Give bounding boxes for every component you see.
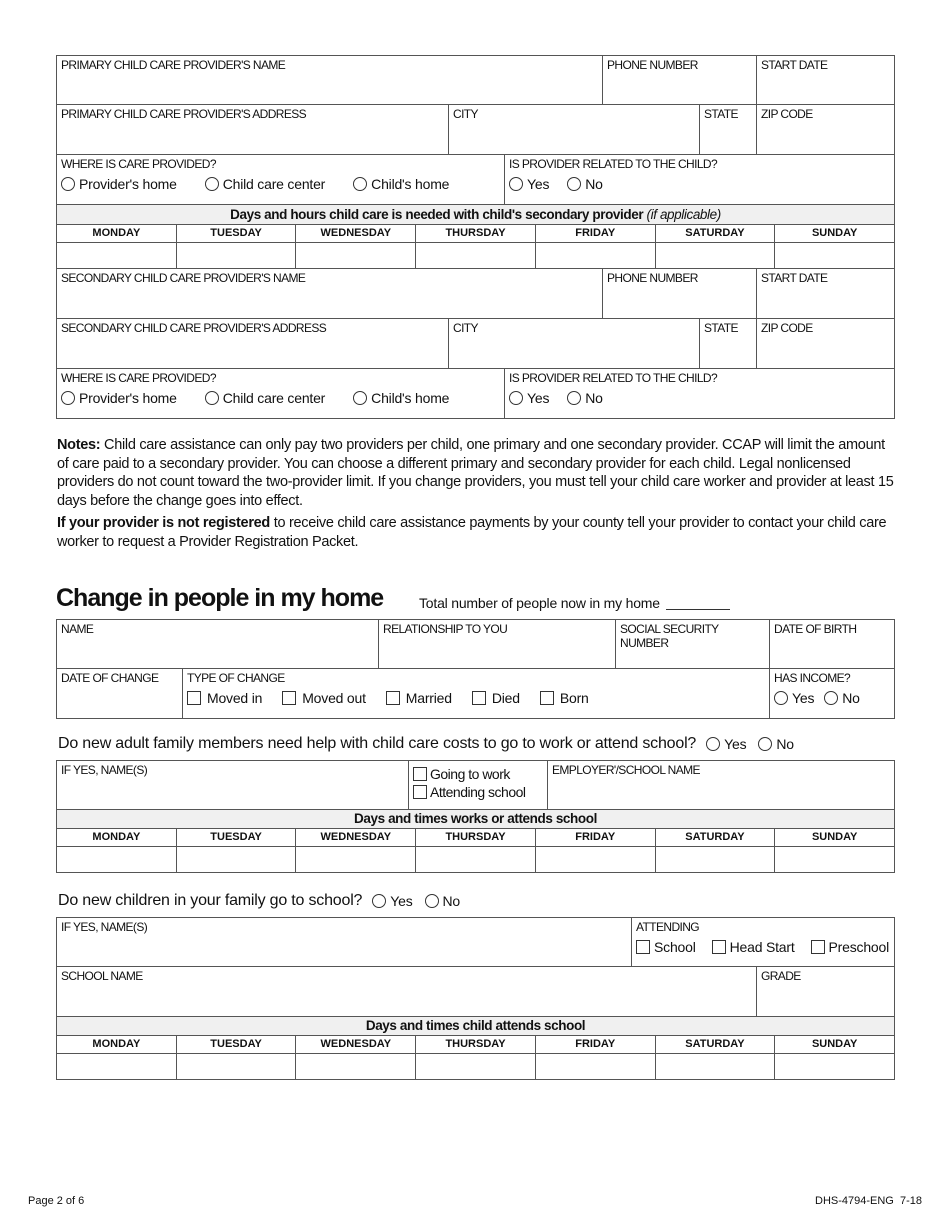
dob-label: DATE OF BIRTH — [774, 622, 857, 636]
option-label: Moved out — [302, 690, 366, 706]
secondary-related-yes[interactable] — [509, 390, 549, 406]
radio-icon[interactable] — [61, 177, 75, 191]
attending-school[interactable] — [413, 784, 543, 800]
day-wednesday: WEDNESDAY — [295, 225, 415, 242]
option-label: Yes — [527, 390, 550, 406]
secondary-state-field[interactable] — [699, 319, 756, 368]
option-label: No — [842, 690, 860, 706]
secondary-city-field[interactable] — [448, 319, 699, 368]
child-names-label: IF YES, NAME(S) — [61, 920, 148, 934]
radio-icon[interactable] — [353, 391, 367, 405]
children-table — [56, 917, 895, 1080]
form-id: DHS-4794-ENG 7-18 — [815, 1195, 922, 1207]
option-label: Child's home — [371, 390, 450, 406]
option-label: Yes — [724, 736, 747, 752]
attending-school-option[interactable] — [636, 939, 696, 955]
checkbox-icon[interactable] — [386, 691, 400, 705]
checkbox-icon[interactable] — [413, 785, 427, 799]
day-saturday: SATURDAY — [655, 829, 775, 846]
checkbox-icon[interactable] — [282, 691, 296, 705]
day-input[interactable] — [655, 243, 775, 268]
secondary-related-cell — [504, 369, 894, 418]
option-label: School — [654, 939, 696, 955]
change-row — [56, 669, 895, 719]
adult-names-label: IF YES, NAME(S) — [61, 763, 148, 777]
day-sunday: SUNDAY — [774, 225, 894, 242]
date-of-change-field[interactable] — [57, 669, 182, 718]
day-wednesday: WEDNESDAY — [295, 1036, 415, 1053]
secondary-address-row — [56, 319, 895, 369]
radio-icon[interactable] — [353, 177, 367, 191]
change-married[interactable] — [386, 690, 452, 706]
notes-text: Child care assistance can only pay two providers per child, one primary and one secondary provider. CCAP will limit the amount of care paid to a secondary provider. You can choose a different primary and secondary provider for each child. Legal nonlicensed providers do not count toward the two-provider limit. If you change providers, you must tell your child care worker and provider at least 15 days before the change goes into effect. — [57, 437, 894, 509]
primary-state-field[interactable] — [699, 105, 756, 154]
notes-block — [57, 436, 897, 555]
day-friday: FRIDAY — [535, 1036, 655, 1053]
adult-question-text: Do new adult family members need help with child care costs to go to work or attend school? — [58, 735, 697, 752]
day-input[interactable] — [655, 1054, 775, 1079]
option-label: Died — [491, 690, 520, 706]
secondary-phone-field[interactable] — [602, 269, 756, 318]
adult-no[interactable] — [758, 736, 794, 752]
total-people — [419, 595, 730, 611]
primary-address-row — [56, 105, 895, 155]
secondary-start-date-field[interactable] — [756, 269, 894, 318]
primary-name-field[interactable] — [57, 56, 602, 104]
day-input[interactable] — [57, 847, 176, 872]
band-note: (if applicable) — [646, 207, 721, 222]
option-label: Yes — [390, 893, 413, 909]
option-label: Child care center — [222, 176, 326, 192]
primary-where-child-care-center[interactable] — [205, 176, 325, 192]
ssn-label: SOCIAL SECURITY NUMBER — [620, 622, 719, 650]
person-row — [56, 619, 895, 669]
type-of-change-label: TYPE OF CHANGE — [187, 671, 285, 685]
secondary-address-field[interactable] — [57, 319, 448, 368]
secondary-name-row — [56, 269, 895, 319]
secondary-phone-label: PHONE NUMBER — [607, 271, 698, 285]
change-moved-out[interactable] — [282, 690, 366, 706]
secondary-zip-field[interactable] — [756, 319, 894, 368]
option-label: No — [585, 390, 603, 406]
secondary-where-child-care-center[interactable] — [205, 390, 325, 406]
going-to-work[interactable] — [413, 766, 543, 782]
secondary-name-label: SECONDARY CHILD CARE PROVIDER'S NAME — [61, 271, 306, 285]
day-input[interactable] — [295, 1054, 415, 1079]
option-label: No — [776, 736, 794, 752]
primary-zip-label: ZIP CODE — [761, 107, 813, 121]
adult-yes[interactable] — [706, 736, 746, 752]
radio-icon[interactable] — [824, 691, 838, 705]
adult-days-band — [56, 810, 895, 829]
change-born[interactable] — [540, 690, 589, 706]
has-income-label: HAS INCOME? — [774, 671, 851, 685]
checkbox-icon[interactable] — [472, 691, 486, 705]
grade-field[interactable] — [756, 967, 894, 1016]
primary-address-label: PRIMARY CHILD CARE PROVIDER'S ADDRESS — [61, 107, 307, 121]
checkbox-icon[interactable] — [712, 940, 726, 954]
section-heading: Change in people in my home — [56, 584, 384, 612]
option-label: Preschool — [828, 939, 890, 955]
radio-icon[interactable] — [509, 177, 523, 191]
day-input[interactable] — [774, 243, 894, 268]
ssn-field[interactable] — [615, 620, 769, 668]
secondary-start-label: START DATE — [761, 271, 828, 285]
secondary-days-band — [56, 205, 895, 225]
day-input[interactable] — [535, 243, 655, 268]
primary-related-cell — [504, 155, 894, 204]
checkbox-icon[interactable] — [187, 691, 201, 705]
adult-names-field[interactable] — [57, 761, 408, 809]
registration-bold: If your provider is not registered — [57, 515, 270, 531]
day-input[interactable] — [57, 243, 176, 268]
primary-address-field[interactable] — [57, 105, 448, 154]
school-row — [56, 967, 895, 1017]
primary-related-yes[interactable] — [509, 176, 549, 192]
has-income-cell — [769, 669, 894, 718]
primary-phone-field[interactable] — [602, 56, 756, 104]
primary-zip-field[interactable] — [756, 105, 894, 154]
radio-icon[interactable] — [567, 177, 581, 191]
secondary-where-row — [56, 369, 895, 419]
child-days-band — [56, 1017, 895, 1036]
day-thursday: THURSDAY — [415, 829, 535, 846]
page-number: Page 2 of 6 — [28, 1195, 85, 1207]
total-people-input[interactable] — [666, 595, 730, 610]
children-yes[interactable] — [372, 893, 412, 909]
children-no[interactable] — [425, 893, 461, 909]
day-monday: MONDAY — [92, 831, 141, 843]
adult-status-cell — [408, 761, 547, 809]
day-input[interactable] — [176, 1054, 296, 1079]
people-table — [56, 619, 895, 719]
radio-icon[interactable] — [706, 737, 720, 751]
adult-question — [58, 735, 804, 753]
day-input[interactable] — [774, 1054, 894, 1079]
secondary-address-label: SECONDARY CHILD CARE PROVIDER'S ADDRESS — [61, 321, 327, 335]
day-thursday: THURSDAY — [415, 225, 535, 242]
grade-label: GRADE — [761, 969, 801, 983]
day-sunday: SUNDAY — [774, 1036, 894, 1053]
option-label: Going to work — [430, 766, 510, 782]
day-input[interactable] — [415, 243, 535, 268]
income-no[interactable] — [824, 690, 860, 706]
option-label: Moved in — [207, 690, 263, 706]
secondary-related-no[interactable] — [567, 390, 603, 406]
radio-icon[interactable] — [567, 391, 581, 405]
children-question-text: Do new children in your family go to school? — [58, 892, 363, 909]
day-input[interactable] — [57, 1054, 176, 1079]
primary-name-label: PRIMARY CHILD CARE PROVIDER'S NAME — [61, 58, 286, 72]
day-monday: MONDAY — [92, 227, 141, 239]
day-saturday: SATURDAY — [655, 1036, 775, 1053]
attending-label: ATTENDING — [636, 920, 700, 934]
attending-cell — [631, 918, 894, 966]
checkbox-icon[interactable] — [540, 691, 554, 705]
primary-start-label: START DATE — [761, 58, 828, 72]
primary-name-row — [56, 55, 895, 105]
primary-phone-label: PHONE NUMBER — [607, 58, 698, 72]
secondary-where-provider-home[interactable] — [61, 390, 177, 406]
option-label: Married — [405, 690, 452, 706]
primary-where-label: WHERE IS CARE PROVIDED? — [61, 157, 216, 171]
change-moved-in[interactable] — [187, 690, 262, 706]
radio-icon[interactable] — [425, 894, 439, 908]
primary-related-no[interactable] — [567, 176, 603, 192]
secondary-name-field[interactable] — [57, 269, 602, 318]
secondary-days-header — [56, 225, 895, 243]
radio-icon[interactable] — [758, 737, 772, 751]
day-tuesday: TUESDAY — [176, 225, 296, 242]
day-monday: MONDAY — [92, 1038, 141, 1050]
day-input[interactable] — [295, 847, 415, 872]
primary-city-label: CITY — [453, 107, 478, 121]
adult-row — [56, 760, 895, 810]
checkbox-icon[interactable] — [811, 940, 825, 954]
checkbox-icon[interactable] — [413, 767, 427, 781]
day-wednesday: WEDNESDAY — [295, 829, 415, 846]
person-name-field[interactable] — [57, 620, 378, 668]
primary-state-label: STATE — [704, 107, 738, 121]
adult-table — [56, 760, 895, 873]
primary-city-field[interactable] — [448, 105, 699, 154]
primary-where-provider-home[interactable] — [61, 176, 177, 192]
option-label: Provider's home — [79, 390, 177, 406]
band-title: Days and hours child care is needed with child's secondary provider — [230, 207, 644, 222]
school-name-field[interactable] — [57, 967, 756, 1016]
option-label: Child's home — [371, 176, 450, 192]
primary-provider-section — [56, 55, 895, 419]
checkbox-icon[interactable] — [636, 940, 650, 954]
day-friday: FRIDAY — [535, 829, 655, 846]
option-label: No — [442, 893, 460, 909]
day-input[interactable] — [655, 847, 775, 872]
option-label: No — [585, 176, 603, 192]
secondary-related-label: IS PROVIDER RELATED TO THE CHILD? — [509, 371, 718, 385]
day-tuesday: TUESDAY — [176, 829, 296, 846]
secondary-state-label: STATE — [704, 321, 738, 335]
secondary-where-childs-home[interactable] — [353, 390, 449, 406]
radio-icon[interactable] — [61, 391, 75, 405]
child-names-row — [56, 917, 895, 967]
option-label: Child care center — [222, 390, 326, 406]
primary-where-childs-home[interactable] — [353, 176, 449, 192]
child-names-field[interactable] — [57, 918, 631, 966]
registration-text: to receive child care assistance payments by your county tell your provider to contact your child care worker to request a Provider Registration Packet. — [57, 515, 887, 550]
adult-days-inputs — [56, 847, 895, 873]
notes-paragraph — [57, 436, 897, 510]
relationship-field[interactable] — [378, 620, 615, 668]
notes-bold: Notes: — [57, 437, 101, 453]
secondary-zip-label: ZIP CODE — [761, 321, 813, 335]
day-input[interactable] — [774, 847, 894, 872]
income-yes[interactable] — [774, 690, 814, 706]
day-input[interactable] — [535, 847, 655, 872]
type-of-change-cell — [182, 669, 769, 718]
attending-preschool[interactable] — [811, 939, 889, 955]
day-sunday: SUNDAY — [774, 829, 894, 846]
day-thursday: THURSDAY — [415, 1036, 535, 1053]
option-label: Yes — [527, 176, 550, 192]
day-input[interactable] — [535, 1054, 655, 1079]
day-input[interactable] — [176, 847, 296, 872]
option-label: Born — [559, 690, 589, 706]
adult-days-header — [56, 829, 895, 847]
person-name-label: NAME — [61, 622, 94, 636]
radio-icon[interactable] — [372, 894, 386, 908]
option-label: Attending school — [430, 784, 526, 800]
day-input[interactable] — [176, 243, 296, 268]
children-question — [58, 892, 470, 910]
secondary-where-label: WHERE IS CARE PROVIDED? — [61, 371, 216, 385]
band-title: Days and times works or attends school — [354, 811, 597, 826]
day-saturday: SATURDAY — [655, 225, 775, 242]
school-name-label: SCHOOL NAME — [61, 969, 143, 983]
primary-where-row — [56, 155, 895, 205]
day-tuesday: TUESDAY — [176, 1036, 296, 1053]
primary-start-date-field[interactable] — [756, 56, 894, 104]
day-input[interactable] — [295, 243, 415, 268]
date-of-change-label: DATE OF CHANGE — [61, 671, 159, 685]
employer-school-field[interactable] — [547, 761, 894, 809]
option-label: Yes — [792, 690, 815, 706]
option-label: Provider's home — [79, 176, 177, 192]
radio-icon[interactable] — [509, 391, 523, 405]
relationship-label: RELATIONSHIP TO YOU — [383, 622, 508, 636]
secondary-days-inputs — [56, 243, 895, 269]
radio-icon[interactable] — [774, 691, 788, 705]
primary-where-cell — [57, 155, 504, 204]
total-people-label: Total number of people now in my home — [419, 595, 660, 611]
attending-head-start[interactable] — [712, 939, 795, 955]
radio-icon[interactable] — [205, 177, 219, 191]
change-died[interactable] — [472, 690, 520, 706]
primary-related-label: IS PROVIDER RELATED TO THE CHILD? — [509, 157, 718, 171]
registration-paragraph — [57, 514, 897, 551]
option-label: Head Start — [729, 939, 795, 955]
secondary-city-label: CITY — [453, 321, 478, 335]
day-input[interactable] — [415, 847, 535, 872]
dob-field[interactable] — [769, 620, 894, 668]
band-title: Days and times child attends school — [365, 1018, 586, 1033]
radio-icon[interactable] — [205, 391, 219, 405]
child-days-inputs — [56, 1054, 895, 1080]
day-friday: FRIDAY — [535, 225, 655, 242]
employer-school-label: EMPLOYER'/SCHOOL NAME — [552, 763, 700, 777]
child-days-header — [56, 1036, 895, 1054]
secondary-where-cell — [57, 369, 504, 418]
day-input[interactable] — [415, 1054, 535, 1079]
